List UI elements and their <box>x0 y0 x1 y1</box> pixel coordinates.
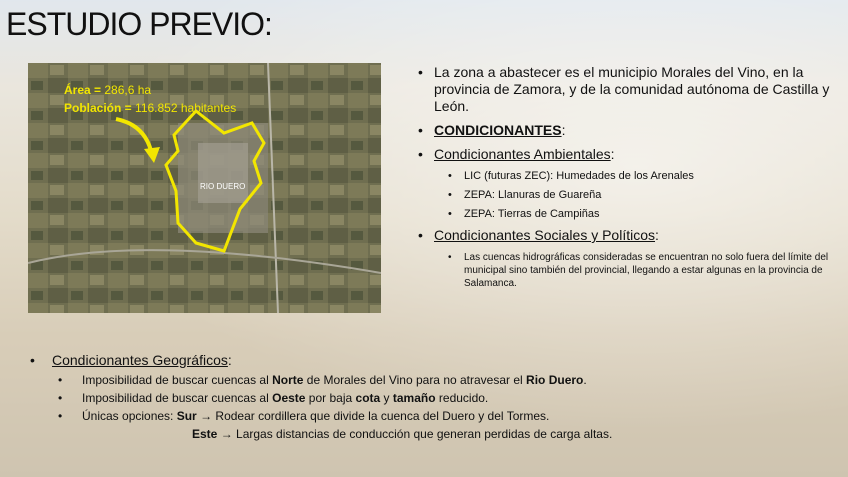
sociales-bullet: • Condicionantes Sociales y Políticos: <box>418 227 833 244</box>
intro-bullet: • La zona a abastecer es el municipio Morales del Vino, en la provincia de Zamora, y de la comunidad autónoma de Castilla y León. <box>418 64 833 115</box>
geo-bullet: • Condicionantes Geográficos: <box>30 351 830 369</box>
satellite-map <box>28 63 381 313</box>
page-title: ESTUDIO PREVIO: <box>6 6 272 42</box>
geo-item-2: • Imposibilidad de buscar cuencas al Oeste por baja cota y tamaño reducido. <box>58 389 830 407</box>
geo-item-4: Este → Largas distancias de conducción que generan perdidas de carga altas. <box>192 427 613 441</box>
area-label: Área = 286,6 ha <box>64 83 152 97</box>
ambientales-bullet: • Condicionantes Ambientales: <box>418 146 833 163</box>
geo-section <box>30 351 830 443</box>
population-label: Población = 116.852 habitantes <box>64 101 237 115</box>
map-place-label: RIO DUERO <box>200 182 246 191</box>
geo-item-3: • Únicas opciones: Sur → Rodear cordillera que divide la cuenca del Duero y del Tormes. <box>58 407 830 425</box>
list-item: • ZEPA: Tierras de Campiñas <box>448 208 833 221</box>
list-item: • ZEPA: Llanuras de Guareña <box>448 189 833 202</box>
right-column <box>418 64 833 296</box>
list-item: • LIC (futuras ZEC): Humedades de los Arenales <box>448 170 833 183</box>
list-item: • Las cuencas hidrográficas consideradas se encuentran no solo fuera del límite del municipal sino también del provincial, llegando a estar algunas en la provincia de Salamanca. <box>448 251 833 290</box>
condicionantes-bullet: • CONDICIONANTES: <box>418 122 833 139</box>
geo-item-1: • Imposibilidad de buscar cuencas al Norte de Morales del Vino para no atravesar el Rio Duero. <box>58 371 830 389</box>
